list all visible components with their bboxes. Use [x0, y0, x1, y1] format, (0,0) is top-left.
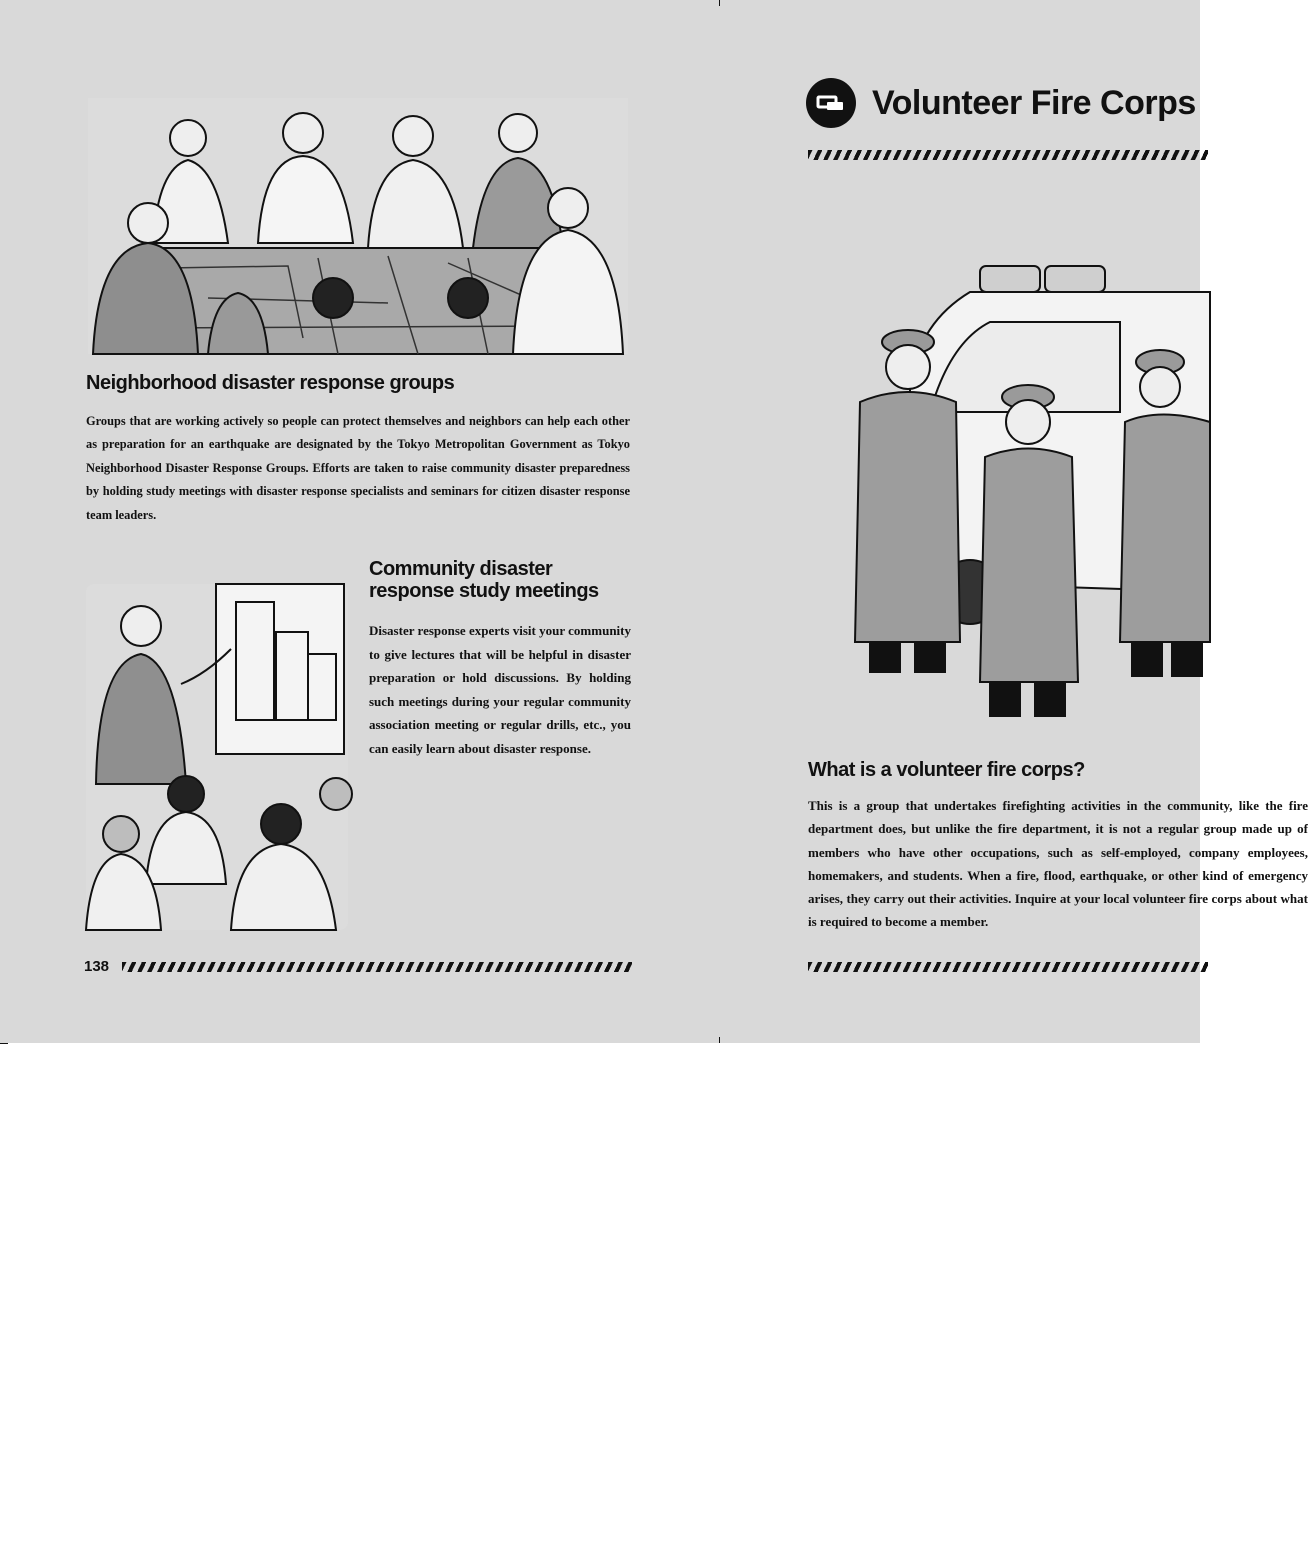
chapter-title-block [806, 78, 1196, 128]
study-meetings-heading-line2: response study meetings [369, 580, 599, 602]
crop-mark-bottom-center [719, 1037, 720, 1043]
fire-corps-body: This is a group that undertakes firefighting activities in the community, like the fire department does, but unlike the fire department, it is not a regular group made up of members who have other occupations, such as self-employed, company employees, homemakers, and students. When a fire, flood, earthquake, or other kind of emergency arises, they carry out their activities. Inquire at your local volunteer fire corps about what is required to become a member. [808, 798, 1308, 930]
crop-mark-top-center [719, 0, 720, 6]
illustration-neighborhood-meeting [88, 98, 628, 354]
study-meetings-heading-line1: Community disaster [369, 558, 553, 580]
illustration-fire-corps [820, 262, 1210, 724]
footer-rule-left [122, 962, 632, 972]
page-number: 138 [84, 958, 110, 975]
neighborhood-groups-heading: Neighborhood disaster response groups [86, 372, 455, 394]
study-meetings-body: Disaster response experts visit your community to give lectures that will be helpful in disaster preparation or hold discussions. By holding such meetings during your regular community association meeting or regular drills, etc., you can easily learn about disaster response. [369, 623, 631, 756]
crop-mark-left [0, 1043, 8, 1044]
title-rule [808, 150, 1208, 160]
fire-truck-icon [806, 78, 856, 128]
study-meetings-heading [369, 558, 649, 602]
neighborhood-groups-body: Groups that are working actively so people can protect themselves and neighbors can help each other as preparation for an earthquake are designated by the Tokyo Metropolitan Government as Tokyo Neighborhood Disaster Response Groups. Efforts are taken to raise community disaster preparedness by holding study meetings with disaster response specialists and seminars for citizen disaster response team leaders. [86, 414, 630, 522]
illustration-study-meeting [86, 584, 348, 930]
fire-corps-heading: What is a volunteer fire corps? [808, 759, 1085, 781]
footer-rule-right [808, 962, 1208, 972]
fire-corps-body-clip [808, 794, 1308, 954]
chapter-title: Volunteer Fire Corps [872, 83, 1196, 122]
